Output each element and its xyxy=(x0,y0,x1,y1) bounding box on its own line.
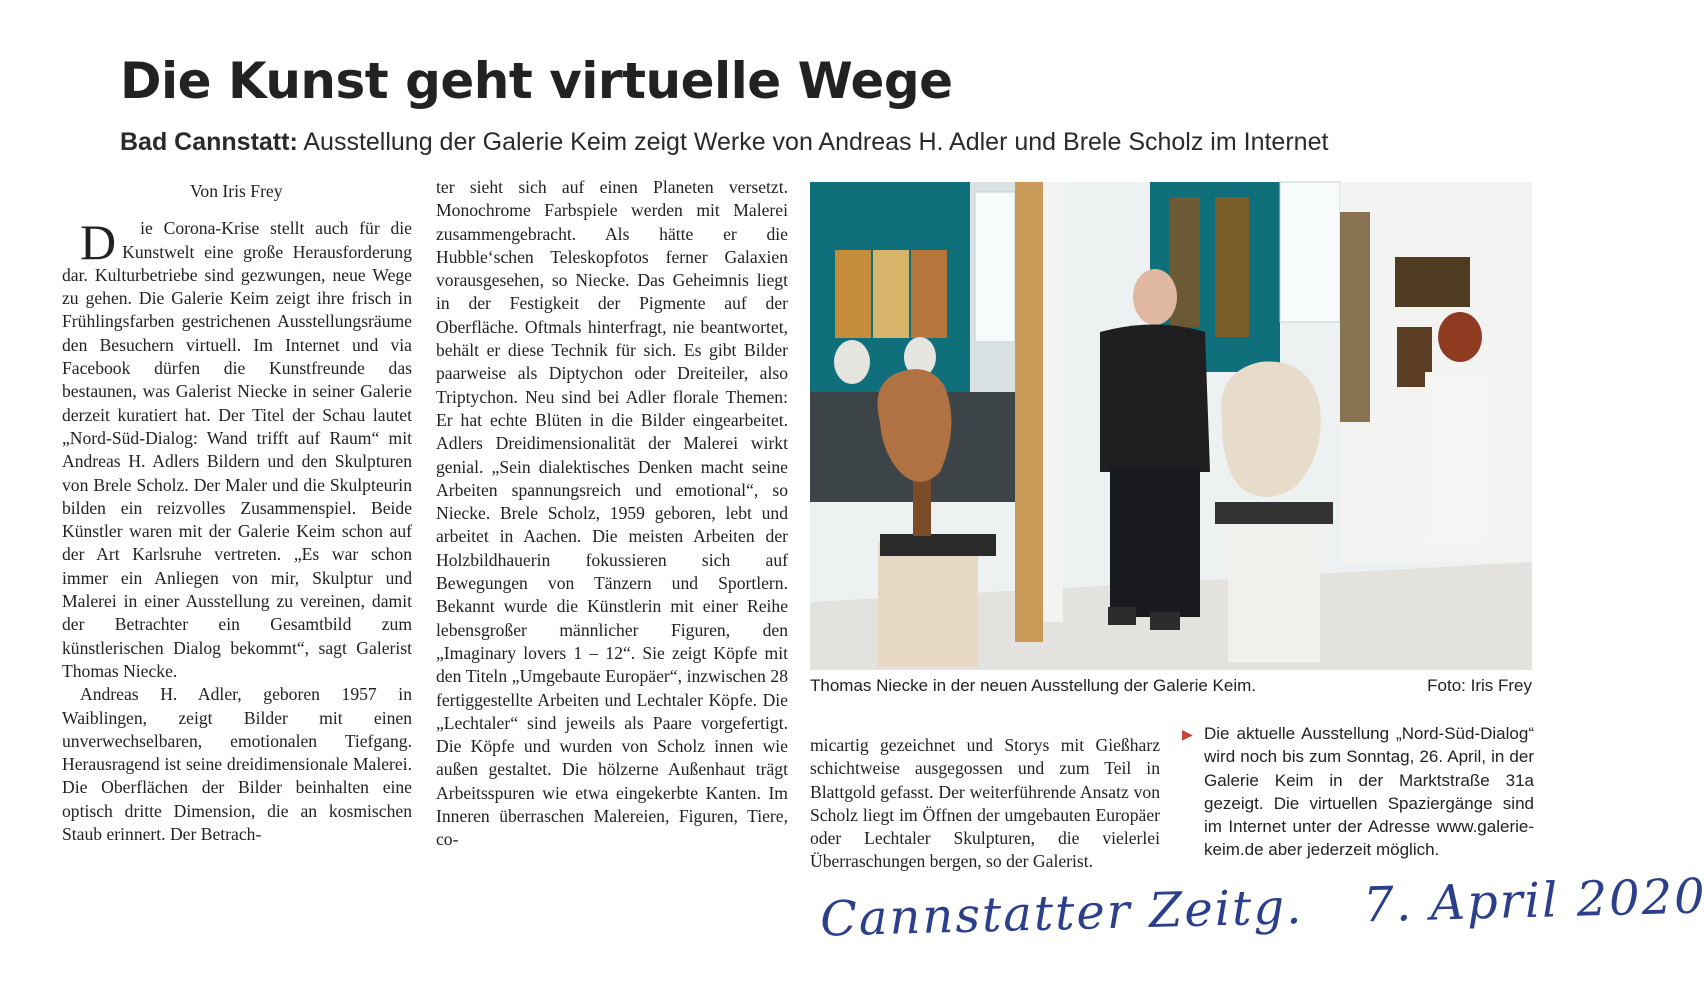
handwritten-source: Cannstatter Zeitg. xyxy=(819,878,1305,948)
subheadline-location: Bad Cannstatt: xyxy=(120,128,298,156)
triangle-arrow-icon: ▶ xyxy=(1182,726,1193,742)
headline: Die Kunst geht virtuelle Wege xyxy=(120,52,953,110)
info-box xyxy=(1182,722,1534,862)
info-text: Die aktuelle Ausstellung „Nord-Süd-Dialog“ wird noch bis zum Sonntag, 26. April, in der Galerie Keim in der Marktstraße 31a gezeigt. Die virtuellen Spaziergänge sind im Internet unter der Adresse www.galerie-keim.de aber jederzeit möglich. xyxy=(1204,724,1534,860)
paragraph-3: ter sieht sich auf einen Planeten versetzt. Monochrome Farbspiele werden mit Malerei zusammengebracht. Als hätte er die Hubble‘schen Teleskopfotos ferner Galaxien vorausgesehen, so Niecke. Das Geheimnis liegt in der Festigkeit der Pigmente auf der Oberfläche. Oftmals hinterfragt, nie beantwortet, behält er diese Technik für sich. Es gibt Bilder paarweise als Diptychon oder Dreiteiler, also Triptychon. Neu sind bei Adler florale Themen: Er hat echte Blüten in die Bilder eingearbeitet. Adlers Dreidimensionalität der Malerei wirkt genial. „Sein dialektisches Denken macht seine Arbeiten spannungsreich und emotional“, so Niecke. Brele Scholz, 1959 geboren, lebt und arbeitet in Aachen. Die meisten Arbeiten der Holzbildhauerin fokussieren sich auf Bewegungen von Tänzern und Sportlern. Bekannt wurde die Künstlerin mit einer Reihe lebensgroßer männlicher Figuren, den „Imaginary lovers 1 – 12“. Sie zeigt Köpfe mit den Titeln „Umgebaute Europäer“, inzwischen 28 fertiggestellte Arbeiten und Lechtaler Köpfe. Die „Lechtaler“ sind jeweils als Paare vorgefertigt. Die Köpfe und wurden von Scholz innen wie außen gestaltet. Die hölzerne Außenhaut trägt Arbeitsspuren wie etwa eingekerbte Kanten. Im Inneren überraschen Malereien, Figuren, Tiere, co- xyxy=(436,177,788,850)
byline: Von Iris Frey xyxy=(190,181,283,201)
subheadline xyxy=(120,128,1328,157)
paragraph-1-text: ie Corona-Krise stellt auch für die Kunstwelt eine große Herausforderung dar. Kulturbetriebe sind gezwungen, neue Wege zu gehen. Die Galerie Keim zeigt ihre frisch in Frühlingsfarben gestrichenen Ausstellungsräume den Besuchern virtuell. Im Internet und via Facebook dürfen die Kunstfreunde das bestaunen, was Galerist Niecke in seiner Galerie derzeit kuratiert hat. Der Titel der Schau lautet „Nord-Süd-Dialog: Wand trifft auf Raum“ mit Andreas H. Adlers Bildern und den Skulpturen von Brele Scholz. Der Maler und die Skulpteurin bilden ein reizvolles Zusammenspiel. Beide Künstler waren mit der Galerie Keim schon auf der Art Karlsruhe vertreten. „Es war schon immer ein Anliegen von mir, Skulptur und Malerei in einer Ausstellung zu vereinen, damit der Betrachter ein Gesamtbild zum künstlerischen Dialog bekommt“, sagt Galerist Thomas Niecke. xyxy=(62,218,412,681)
caption-text: Thomas Niecke in der neuen Ausstellung der Galerie Keim. xyxy=(810,676,1257,695)
photo-credit: Foto: Iris Frey xyxy=(1427,676,1532,695)
subheadline-text: Ausstellung der Galerie Keim zeigt Werke von Andreas H. Adler und Brele Scholz im Internet xyxy=(297,128,1329,156)
handwritten-note xyxy=(819,868,1707,947)
article-column-1 xyxy=(62,180,412,846)
article-column-2 xyxy=(436,176,788,852)
paragraph-4: micartig gezeichnet und Storys mit Gießharz schichtweise ausgegossen und zum Teil in Blattgold gefasst. Der weiterführende Ansatz von Scholz liegt im Öffnen der umgebauten Europäer oder Lechtaler Skulpturen, die vielerlei Überraschungen bergen, so der Galerist. xyxy=(810,735,1160,872)
handwritten-date: 7. April 2020 xyxy=(1362,868,1707,934)
gallery-photo xyxy=(810,182,1532,670)
paragraph-2: Andreas H. Adler, geboren 1957 in Waiblingen, zeigt Bilder mit einen unverwechselbaren, emotionalen Tiefgang. Herausragend ist seine dreidimensionale Malerei. Die Oberflächen der Bilder beinhalten eine optisch dritte Dimension, die an kosmischen Staub erinnert. Der Betrach- xyxy=(62,684,412,845)
paragraph-1 xyxy=(62,214,412,683)
photo-caption xyxy=(810,676,1532,696)
drop-cap: D xyxy=(80,214,117,271)
article-column-3 xyxy=(810,734,1160,874)
